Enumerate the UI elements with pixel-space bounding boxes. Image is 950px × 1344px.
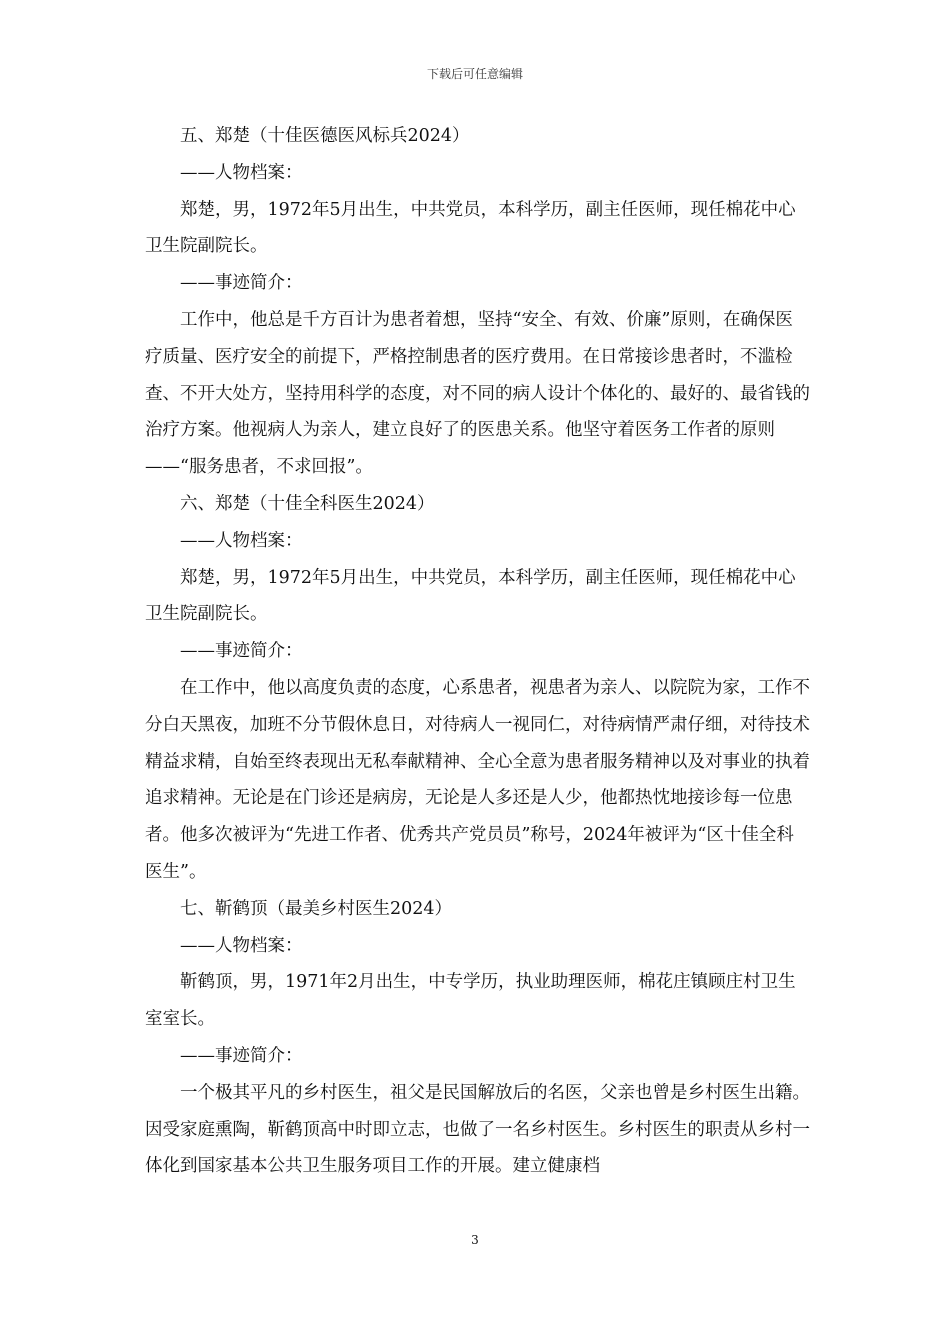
profile-label: ——人物档案： xyxy=(180,162,303,183)
document-body xyxy=(145,118,810,1185)
profile-text: 郑楚，男，1972年5月出生，中共党员，本科学历，副主任医师，现任棉花中心卫生院副院长。 xyxy=(145,567,796,625)
section-heading: 七、靳鹤顶（最美乡村医生2024） xyxy=(180,898,453,919)
deeds-label: ——事迹简介： xyxy=(180,273,303,294)
section-heading: 六、郑楚（十佳全科医生2024） xyxy=(180,493,435,514)
page-number: 3 xyxy=(471,1233,479,1247)
page-header: 下载后可任意编辑 xyxy=(426,67,523,81)
deeds-text: 在工作中，他以高度负责的态度，心系患者，视患者为亲人、以院院为家，工作不分白天黑夜，加班不分节假休息日，对待病人一视同仁，对待病情严肃仔细，对待技术精益求精，自始至终表现出无私奉献精神、全心全意为患者服务精神以及对事业的执着追求精神。无论是在门诊还是病房，无论是人多还是人少，他都热忱地接诊每一位患者。他多次被评为“先进工作者、优秀共产党员员”称号，2024年被评为“区十佳全科医生”。 xyxy=(145,677,810,882)
profile-text: 郑楚，男，1972年5月出生，中共党员，本科学历，副主任医师，现任棉花中心卫生院副院长。 xyxy=(145,199,796,257)
deeds-text: 工作中，他总是千方百计为患者着想，坚持“安全、有效、价廉”原则，在确保医疗质量、医疗安全的前提下，严格控制患者的医疗费用。在日常接诊患者时，不滥检查、不开大处方，坚持用科学的态度，对不同的病人设计个体化的、最好的、最省钱的治疗方案。他视病人为亲人，建立良好了的医患关系。他坚守着医务工作者的原则——“服务患者，不求回报”。 xyxy=(145,309,810,478)
deeds-text: 一个极其平凡的乡村医生，祖父是民国解放后的名医，父亲也曾是乡村医生出籍。因受家庭熏陶，靳鹤顶高中时即立志，也做了一名乡村医生。乡村医生的职责从乡村一体化到国家基本公共卫生服务项目工作的开展。建立健康档 xyxy=(145,1082,810,1177)
profile-text: 靳鹤顶，男，1971年2月出生，中专学历，执业助理医师，棉花庄镇顾庄村卫生室室长。 xyxy=(145,972,796,1030)
deeds-label: ——事迹简介： xyxy=(180,1045,303,1066)
deeds-label: ——事迹简介： xyxy=(180,641,303,662)
section-heading: 五、郑楚（十佳医德医风标兵2024） xyxy=(180,126,470,146)
profile-label: ——人物档案： xyxy=(180,530,303,551)
profile-label: ——人物档案： xyxy=(180,935,303,956)
